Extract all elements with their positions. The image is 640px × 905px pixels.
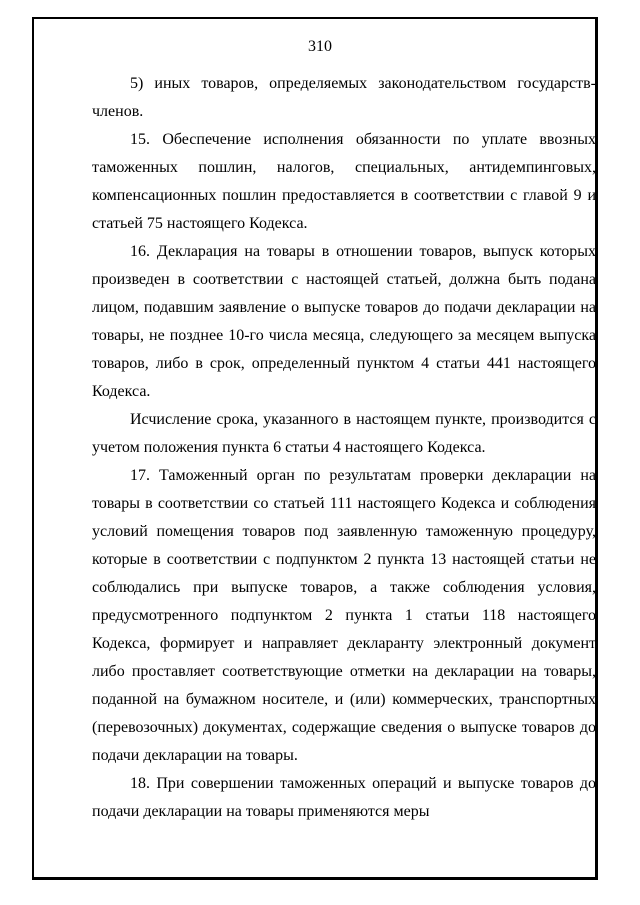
page-number: 310 — [308, 38, 332, 55]
paragraph-item-5: 5) иных товаров, определяемых законодательством государств-членов. — [92, 75, 596, 120]
document-body — [92, 70, 596, 826]
paragraph-16-term-calculation: Исчисление срока, указанного в настоящем пункте, производится с учетом положения пункта 6 статьи 4 настоящего Кодекса. — [92, 411, 596, 456]
paragraph-15: 15. Обеспечение исполнения обязанности по уплате ввозных таможенных пошлин, налогов, специальных, антидемпинговых, компенсационных пошлин предоставляется в соответствии с главой 9 и статьей 75 настоящего Кодекса. — [92, 131, 596, 232]
paragraph-16: 16. Декларация на товары в отношении товаров, выпуск которых произведен в соответствии с настоящей статьей, должна быть подана лицом, подавшим заявление о выпуске товаров до подачи декларации на товары, не позднее 10-го числа месяца, следующего за месяцем выпуска товаров, либо в срок, определенный пунктом 4 статьи 441 настоящего Кодекса. — [92, 243, 596, 400]
paragraph-17: 17. Таможенный орган по результатам проверки декларации на товары в соответствии со статьей 111 настоящего Кодекса и соблюдения условий помещения товаров под заявленную таможенную процедуру, которые в соответствии с подпунктом 2 пункта 13 настоящей статьи не соблюдались при выпуске товаров, а также соблюдения условия, предусмотренного подпунктом 2 пункта 1 статьи 118 настоящего Кодекса, формирует и направляет декларанту электронный документ либо проставляет соответствующие отметки на декларации на товары, поданной на бумажном носителе, и (или) коммерческих, транспортных (перевозочных) документах, содержащие сведения о выпуске товаров до подачи декларации на товары. — [92, 467, 596, 764]
paragraph-18: 18. При совершении таможенных операций и выпуске товаров до подачи декларации на товары применяются меры — [92, 775, 596, 820]
